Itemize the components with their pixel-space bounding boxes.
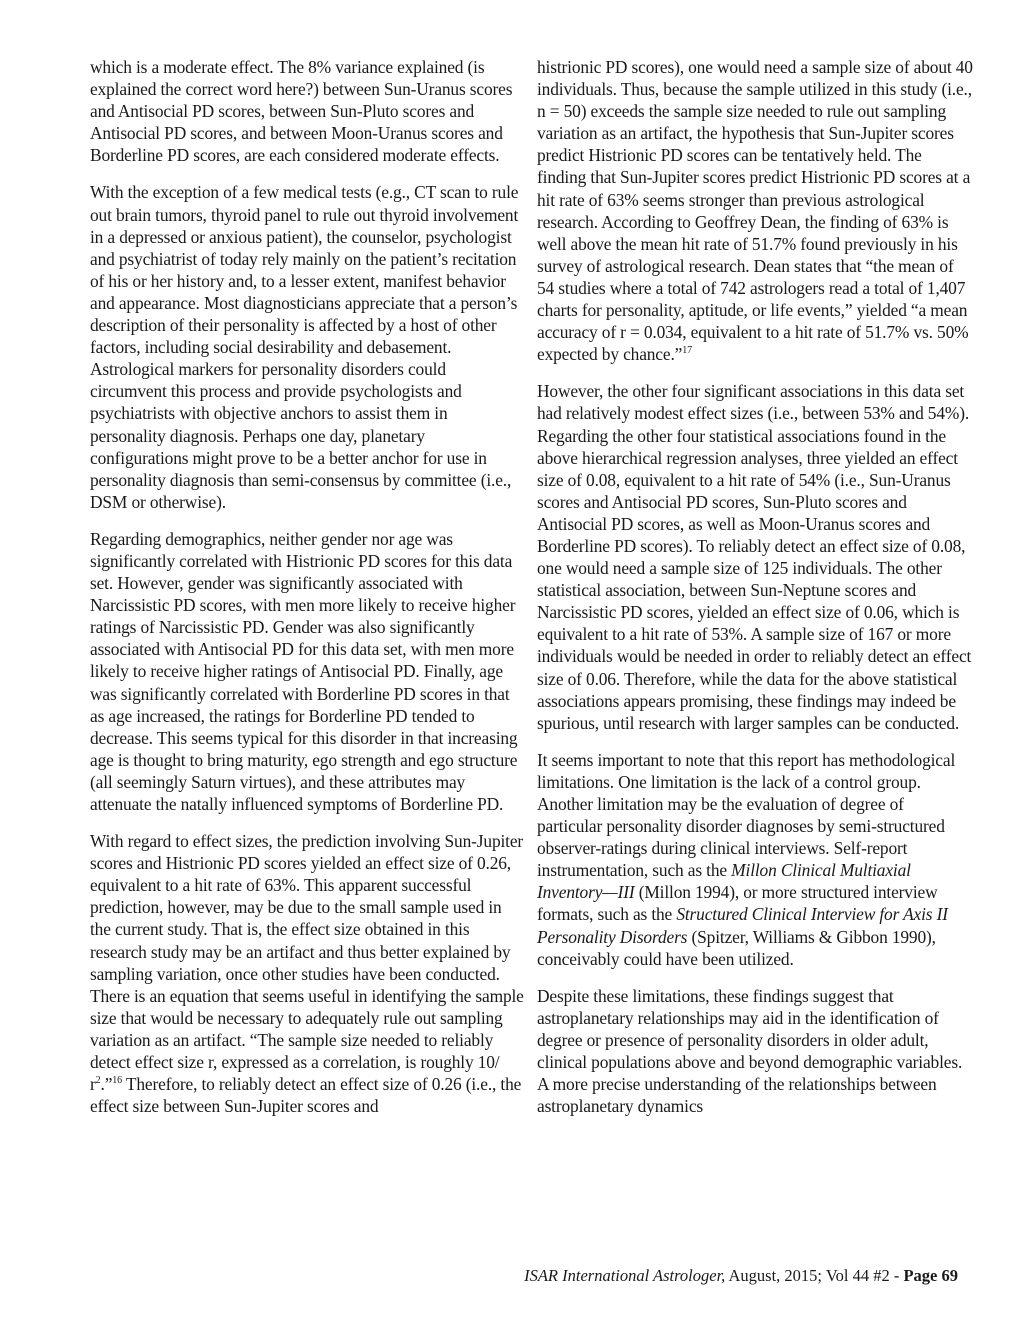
left-column bbox=[90, 56, 526, 1132]
journal-name: ISAR International Astrologer, bbox=[524, 1266, 726, 1285]
footnote-ref-16: 16 bbox=[112, 1075, 122, 1087]
paragraph-effect-sizes bbox=[90, 830, 526, 1117]
text-span: With regard to effect sizes, the prediction involving Sun-Jupiter scores and Histrionic PD scores yielded an effect size of 0.26, equivalent to a hit rate of 63%. This apparent successful prediction, however, may be due to the small sample used in the current study. That is, the effect size obtained in this research study may be an artifact and thus better explained by sampling variation, once other studies have been conducted. There is an equation that seems useful in identifying the sample size that would be necessary to adequately rule out sampling variation as an artifact. “The sample size needed to reliably detect effect size r, expressed as a correlation, is roughly 10/ r bbox=[90, 831, 524, 1095]
paragraph-medical-tests: With the exception of a few medical tests (e.g., CT scan to rule out brain tumors, thyroid panel to rule out thyroid involvement in a depressed or anxious patient), the counselor, psychologist and psychiatrist of today rely mainly on the patient’s recitation of his or her history and, to a lesser extent, manifest behavior and appearance. Most diagnosticians appreciate that a person’s description of their personality is affected by a host of other factors, including social desirability and debasement. Astrological markers for personality disorders could circumvent this process and provide psychologists and psychiatrists with objective anchors to assist them in personality diagnosis. Perhaps one day, planetary configurations might prove to be a better anchor for use in personality diagnosis than semi-consensus by committee (i.e., DSM or otherwise). bbox=[90, 182, 519, 512]
right-column bbox=[537, 56, 973, 1132]
issue-info: August, 2015; Vol 44 #2 - bbox=[725, 1266, 904, 1285]
text-span: (Millon 1994), or more structured interview formats, such as the bbox=[537, 882, 938, 925]
text-span: histrionic PD scores), one would need a sample size of about 40 individuals. Thus, because the sample utilized in this study (i.e., n = 50) exceeds the sample size needed to rule out sampling variation as an artifact, the hypothesis that Sun-Jupiter scores predict Histrionic PD scores can be tentatively held. The finding that Sun-Jupiter scores predict Histrionic PD scores at a hit rate of 63% seems stronger than previous astrological research. According to Geoffrey Dean, the finding of 63% is well above the mean hit rate of 51.7% found previously in his survey of astrological research. Dean states that “the mean of 54 studies where a total of 742 astrologers read a total of 1,407 charts for personality, aptitude, or life events,” yielded “a mean accuracy of r = 0.034, equivalent to a hit rate of 51.7% vs. 50% expected by chance.” bbox=[537, 57, 973, 365]
text-span: (Spitzer, Williams & Gibbon 1990), conceivably could have been utilized. bbox=[537, 926, 936, 969]
text-span: It seems important to note that this report has methodological limitations. One limitation is the lack of a control group. Another limitation may be the evaluation of degree of particular personality disorder diagnoses by semi-structured observer-ratings during clinical interviews. Self-report instrumentation, such as the bbox=[537, 749, 956, 881]
superscript-exponent: 2 bbox=[95, 1075, 101, 1087]
paragraph-demographics: Regarding demographics, neither gender nor age was significantly correlated with Histrionic PD scores for this data set. However, gender was significantly associated with Narcissistic PD scores, with men more likely to receive higher ratings of Narcissistic PD. Gender was also significantly associated with Antisocial PD for this data set, with men more likely to receive higher ratings of Antisocial PD. Finally, age was significantly correlated with Borderline PD scores in that as age increased, the ratings for Borderline PD tended to decrease. This seems typical for this disorder in that increasing age is thought to bring maturity, ego strength and ego structure (all seemingly Saturn virtues), and these attributes may attenuate the natally influenced symptoms of Borderline PD. bbox=[90, 528, 518, 814]
paragraph-limitations bbox=[537, 749, 973, 970]
page-number: Page 69 bbox=[903, 1266, 958, 1285]
page-footer bbox=[524, 1266, 958, 1286]
footnote-ref-17: 17 bbox=[682, 345, 692, 357]
paragraph-other-associations: However, the other four significant associations in this data set had relatively modest effect sizes (i.e., between 53% and 54%). Regarding the other four statistical associations found in the above hierarchical regression analyses, three yielded an effect size of 0.08, equivalent to a hit rate of 54% (i.e., Sun-Uranus scores and Antisocial PD scores, Sun-Pluto scores and Antisocial PD scores, as well as Moon-Uranus scores and Borderline PD scores). To reliably detect an effect size of 0.08, one would need a sample size of 125 individuals. The other statistical association, between Sun-Neptune scores and Narcissistic PD scores, yielded an effect size of 0.06, which is equivalent to a hit rate of 53%. A sample size of 167 or more individuals would be needed in order to reliably detect an effect size of 0.06. Therefore, while the data for the above statistical associations appears promising, these findings may indeed be spurious, until research with larger samples can be conducted. bbox=[537, 381, 972, 733]
title-structured-interview: Structured Clinical Interview for Axis II Personality Disorders bbox=[537, 904, 948, 947]
text-span: .” bbox=[100, 1074, 113, 1095]
paragraph-sample-size bbox=[537, 56, 973, 365]
paragraph-conclusion: Despite these limitations, these findings suggest that astroplanetary relationships may aid in the identification of degree or presence of personality disorders in older adult, clinical populations above and beyond demographic variables. A more precise understanding of the relationships between astroplanetary dynamics bbox=[537, 985, 963, 1117]
paragraph-effect-variance: which is a moderate effect. The 8% variance explained (is explained the correct word here?) between Sun-Uranus scores and Antisocial PD scores, between Sun-Pluto scores and Antisocial PD scores, and between Moon-Uranus scores and Borderline PD scores, are each considered moderate effects. bbox=[90, 57, 513, 166]
text-span: Therefore, to reliably detect an effect size of 0.26 (i.e., the effect size between Sun-Jupiter scores and bbox=[90, 1074, 522, 1117]
title-millon-inventory: Millon Clinical Multiaxial Inventory—III bbox=[537, 860, 911, 903]
